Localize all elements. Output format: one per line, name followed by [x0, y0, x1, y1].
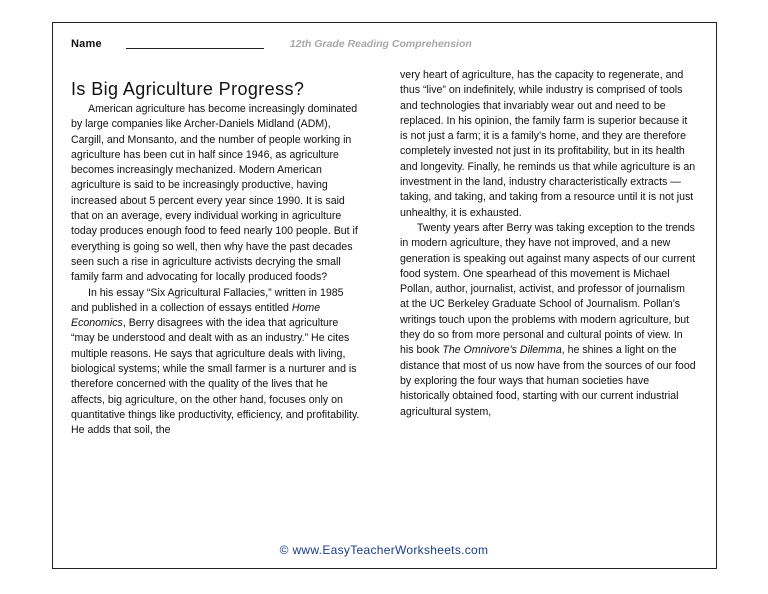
paragraph-2: [71, 286, 363, 439]
paragraph-2-continued: very heart of agriculture, has the capacity to regenerate, and thus “live” on indefinitely, while industry is comprised of tools and technologies that invariably wear out and need to be replaced. In his opinion, the family farm is superior because it is not just a farm; it is a family’s home, and they are therefore completely invested not just in its profitability, but in its health and longevity. Finally, he reminds us that while agriculture is an investment in the land, industry characteristically extracts — taking, and taking, and taking from a resource until it is not just unhealthy, it is exhausted.: [400, 69, 696, 219]
footer-copyright: © www.EasyTeacherWorksheets.com: [279, 543, 489, 557]
paragraph-2-text-a: In his essay “Six Agricultural Fallacies,” written in 1985 and published in a collection of essays entitled: [71, 286, 344, 314]
name-blank-line: [126, 47, 264, 49]
paragraph-1: American agriculture has become increasingly dominated by large companies like Archer-Daniels Midland (ADM), Cargill, and Monsanto, and the number of people working in agriculture has been cut in half since 1946, as agriculture becomes increasingly mechanized. Modern American agriculture is said to be increasingly productive, having increased about 5 percent every year since 1990. It is said that on an average, every individual working in agriculture today produces enough food to feed nearly 100 people. But if everything is going so well, then why have the past decades seen such a rise in agriculture activists decrying the small family farm and advocating for locally produced foods?: [71, 103, 358, 284]
paragraph-3-text-b: , he shines a light on the distance that most of us now have from the sources of our food by exploring the four ways that human societies have historically obtained food, starting with our current industrial agricultural system,: [400, 344, 696, 418]
book-title-home-economics: Home Economics: [71, 301, 321, 330]
article-title: Is Big Agriculture Progress?: [71, 79, 305, 99]
worksheet-header: [71, 38, 472, 50]
name-label: Name: [71, 38, 102, 50]
paragraph-2-text-b: , Berry disagrees with the idea that agriculture “may be understood and dealt with as an industry.” He cites multiple reasons. He says that agriculture deals with living, biological systems; while the small farmer is a nurturer and is therefore concerned with the quality of the lives that he affects, big agriculture, on the other hand, focuses only on quantitative things like productivity, efficiency, and profitability. He adds that soil, the: [71, 317, 360, 437]
left-column: [71, 78, 363, 439]
worksheet-subject: 12th Grade Reading Comprehension: [289, 38, 472, 50]
paragraph-3: [400, 221, 696, 420]
right-column: [400, 68, 696, 420]
book-title-omnivores-dilemma: The Omnivore’s Dilemma: [442, 344, 562, 357]
paragraph-3-text-a: Twenty years after Berry was taking exception to the trends in modern agriculture, they have not improved, and a new generation is speaking out against many aspects of our current food system. One spearhead of this movement is Michael Pollan, author, journalist, activist, and professor of journalism at the UC Berkeley Graduate School of Journalism. Pollan’s writings touch upon the problems with modern agriculture, but they do so from more personal and cultural points of view. In his book: [400, 221, 696, 357]
